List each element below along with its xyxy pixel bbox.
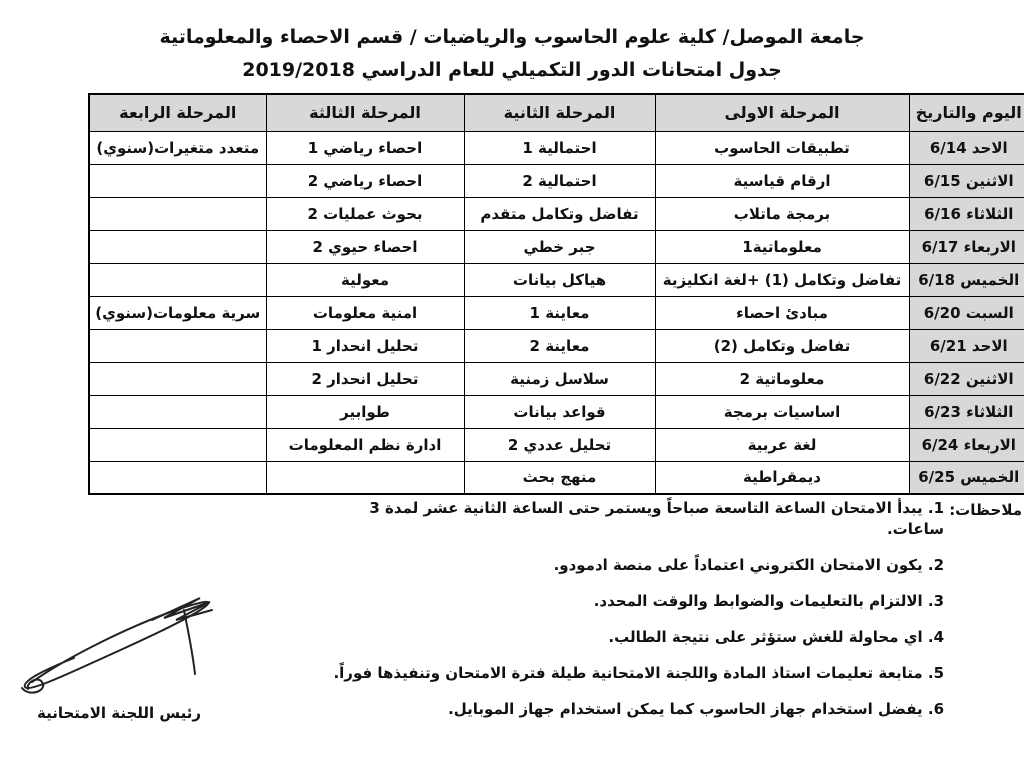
- stage3-cell: احصاء رياضي 2: [266, 164, 464, 197]
- date-cell: الثلاثاء 6/16: [909, 197, 1024, 230]
- date-cell: الاثنين 6/22: [909, 362, 1024, 395]
- stage4-cell: [89, 197, 266, 230]
- stage2-cell: معاينة 2: [464, 329, 655, 362]
- stage2-cell: منهج بحث: [464, 461, 655, 494]
- table-row: [89, 230, 1024, 263]
- note-item-1: 1. يبدأ الامتحان الساعة التاسعة صباحاً ويستمر حتى الساعة الثانية عشر لمدة 3 ساعات.: [369, 499, 944, 538]
- document-title-line1: جامعة الموصل/ كلية علوم الحاسوب والرياضيات / قسم الاحصاء والمعلوماتية: [159, 26, 865, 48]
- stage1-cell: تفاضل وتكامل (2): [655, 329, 909, 362]
- stage1-cell: لغة عربية: [655, 428, 909, 461]
- note-item-4: 4. اي محاولة للغش ستؤثر على نتيجة الطالب.: [608, 628, 944, 646]
- stage4-cell: متعدد متغيرات(سنوي): [89, 131, 266, 164]
- stage2-cell: هياكل بيانات: [464, 263, 655, 296]
- stage1-cell: برمجة ماتلاب: [655, 197, 909, 230]
- stage2-cell: جبر خطي: [464, 230, 655, 263]
- table-row: [89, 428, 1024, 461]
- table-row: [89, 197, 1024, 230]
- stage1-cell: تفاضل وتكامل (1) +لغة انكليزية: [655, 263, 909, 296]
- column-header-stage1: المرحلة الاولى: [655, 94, 909, 131]
- stage3-cell: تحليل انحدار 1: [266, 329, 464, 362]
- table-row: [89, 131, 1024, 164]
- signature-title: رئيس اللجنة الامتحانية: [37, 704, 201, 722]
- stage2-cell: سلاسل زمنية: [464, 362, 655, 395]
- stage4-cell: [89, 395, 266, 428]
- stage3-cell: معولية: [266, 263, 464, 296]
- stage4-cell: [89, 461, 266, 494]
- date-cell: الاربعاء 6/17: [909, 230, 1024, 263]
- column-header-stage2: المرحلة الثانية: [464, 94, 655, 131]
- column-header-stage4: المرحلة الرابعة: [89, 94, 266, 131]
- stage1-cell: معلوماتية 2: [655, 362, 909, 395]
- stage2-cell: احتمالية 2: [464, 164, 655, 197]
- stage3-cell: طوابير: [266, 395, 464, 428]
- stage3-cell: احصاء حيوي 2: [266, 230, 464, 263]
- table-row: [89, 263, 1024, 296]
- signature-scribble-icon: [14, 588, 244, 704]
- stage1-cell: مبادئ احصاء: [655, 296, 909, 329]
- stage1-cell: اساسيات برمجة: [655, 395, 909, 428]
- stage4-cell: [89, 329, 266, 362]
- stage4-cell: [89, 164, 266, 197]
- notes-label: ملاحظات:: [949, 501, 1022, 519]
- column-header-day-date: اليوم والتاريخ: [909, 94, 1024, 131]
- date-cell: الاربعاء 6/24: [909, 428, 1024, 461]
- note-item-3: 3. الالتزام بالتعليمات والضوابط والوقت المحدد.: [593, 592, 944, 610]
- stage4-cell: سرية معلومات(سنوي): [89, 296, 266, 329]
- date-cell: الاحد 6/14: [909, 131, 1024, 164]
- stage2-cell: احتمالية 1: [464, 131, 655, 164]
- date-cell: الخميس 6/18: [909, 263, 1024, 296]
- note-item-6: 6. يفضل استخدام جهاز الحاسوب كما يمكن استخدام جهاز الموبايل.: [448, 700, 944, 718]
- note-item-2: 2. يكون الامتحان الكتروني اعتماداً على منصة ادمودو.: [553, 556, 944, 574]
- stage1-cell: ديمقراطية: [655, 461, 909, 494]
- stage1-cell: تطبيقات الحاسوب: [655, 131, 909, 164]
- table-row: [89, 164, 1024, 197]
- date-cell: الخميس 6/25: [909, 461, 1024, 494]
- exam-schedule-table: [88, 93, 1024, 495]
- stage3-cell: امنية معلومات: [266, 296, 464, 329]
- stage4-cell: [89, 263, 266, 296]
- stage2-cell: تفاضل وتكامل متقدم: [464, 197, 655, 230]
- table-header-row: [89, 94, 1024, 131]
- stage3-cell: ادارة نظم المعلومات: [266, 428, 464, 461]
- stage2-cell: قواعد بيانات: [464, 395, 655, 428]
- document-title-line2: جدول امتحانات الدور التكميلي للعام الدراسي 2019/2018: [242, 59, 782, 81]
- column-header-stage3: المرحلة الثالثة: [266, 94, 464, 131]
- stage3-cell: احصاء رياضي 1: [266, 131, 464, 164]
- stage3-cell: [266, 461, 464, 494]
- table-row: [89, 329, 1024, 362]
- table-row: [89, 296, 1024, 329]
- stage2-cell: معاينة 1: [464, 296, 655, 329]
- stage2-cell: تحليل عددي 2: [464, 428, 655, 461]
- date-cell: الاحد 6/21: [909, 329, 1024, 362]
- date-cell: السبت 6/20: [909, 296, 1024, 329]
- note-item-5: 5. متابعة تعليمات استاذ المادة واللجنة الامتحانية طيلة فترة الامتحان وتنفيذها فوراً.: [333, 664, 944, 682]
- stage1-cell: ارقام قياسية: [655, 164, 909, 197]
- table-row: [89, 461, 1024, 494]
- table-row: [89, 395, 1024, 428]
- notes-section: [324, 498, 1024, 735]
- stage4-cell: [89, 428, 266, 461]
- table-row: [89, 362, 1024, 395]
- stage3-cell: بحوث عمليات 2: [266, 197, 464, 230]
- date-cell: الاثنين 6/15: [909, 164, 1024, 197]
- stage4-cell: [89, 362, 266, 395]
- stage1-cell: معلوماتية1: [655, 230, 909, 263]
- signature-block: [14, 588, 264, 722]
- stage3-cell: تحليل انحدار 2: [266, 362, 464, 395]
- date-cell: الثلاثاء 6/23: [909, 395, 1024, 428]
- stage4-cell: [89, 230, 266, 263]
